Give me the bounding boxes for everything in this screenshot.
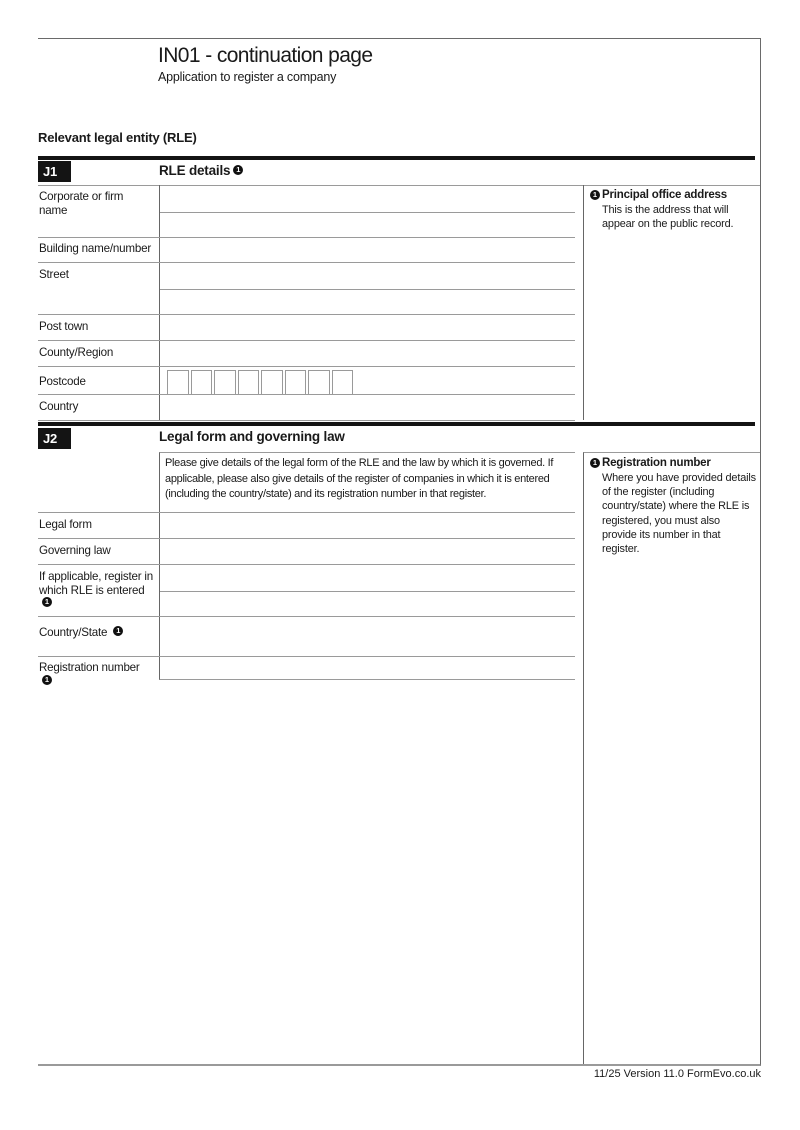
postcode-char-box[interactable] (261, 370, 283, 395)
country-state-label (38, 617, 159, 656)
street-input-line-1[interactable] (160, 263, 575, 290)
j1-section-title (159, 163, 243, 178)
j1-heading-row (38, 160, 760, 186)
postcode-char-box[interactable] (332, 370, 354, 395)
section-group-heading: Relevant legal entity (RLE) (38, 130, 197, 145)
j2-sidebar-body: Where you have provided details of the register (including country/state) where the RLE is registered, you must also provide its number in that register. (602, 472, 756, 556)
registration-number-input[interactable] (159, 657, 575, 680)
j1-sidebar-body: This is the address that will appear on the public record. (602, 204, 734, 231)
postcode-label: Postcode (39, 375, 86, 388)
postcode-char-box[interactable] (285, 370, 307, 395)
governing-law-label: Governing law (39, 544, 111, 557)
post-town-label: Post town (39, 320, 89, 333)
j2-instruction-wrap (38, 452, 575, 513)
postcode-char-box[interactable] (308, 370, 330, 395)
county-label: County/Region (39, 346, 114, 359)
register-input-line-1[interactable] (160, 565, 575, 592)
postcode-boxes (160, 370, 575, 395)
post-town-input[interactable] (159, 315, 575, 340)
postcode-char-box[interactable] (191, 370, 213, 395)
corporate-name-label: Corporate or firm name (39, 190, 124, 217)
postcode-char-box[interactable] (238, 370, 260, 395)
j2-sidebar-title (590, 457, 757, 470)
register-inputs (159, 565, 575, 616)
j1-sidebar-note (583, 185, 760, 420)
section-rule-j2 (38, 422, 755, 426)
register-input-line-2[interactable] (160, 592, 575, 616)
street-label: Street (39, 268, 69, 281)
corporate-name-input-line-1[interactable] (160, 185, 575, 213)
country-state-label-text: Country/State (39, 626, 108, 639)
j1-section-badge: J1 (38, 161, 71, 182)
j1-section-title-text: RLE details (159, 162, 231, 178)
street-inputs (159, 263, 575, 314)
county-input[interactable] (159, 341, 575, 366)
info-icon: 1 (113, 626, 123, 636)
register-label (38, 565, 159, 616)
street-row (38, 263, 575, 315)
register-row (38, 565, 575, 617)
registration-number-label-text: Registration number (39, 661, 140, 674)
building-label: Building name/number (39, 242, 152, 255)
registration-number-label (38, 657, 159, 684)
form-header (158, 42, 372, 85)
info-icon: 1 (590, 190, 600, 200)
info-icon: 1 (233, 165, 243, 175)
county-row (38, 341, 575, 367)
legal-form-label: Legal form (39, 518, 92, 531)
j2-instruction-text: Please give details of the legal form of the RLE and the law by which it is governed. If applicable, please also give details of the register of companies in which it is entered (including the country/state) and its registration number in that register. (159, 452, 575, 512)
info-icon: 1 (42, 597, 52, 607)
form-sheet (38, 38, 761, 1066)
j2-field-grid (38, 513, 575, 684)
j2-section-title: Legal form and governing law (159, 429, 345, 444)
postcode-char-box[interactable] (167, 370, 189, 395)
postcode-input (159, 367, 575, 394)
country-row (38, 395, 575, 421)
j2-section-badge: J2 (38, 428, 71, 449)
j2-sidebar-note (583, 452, 760, 1064)
governing-law-input[interactable] (159, 539, 575, 564)
j2-heading-row (38, 426, 575, 450)
form-title: IN01 - continuation page (158, 44, 373, 67)
info-icon: 1 (590, 458, 600, 468)
info-icon: 1 (42, 675, 52, 685)
country-state-input[interactable] (159, 617, 575, 656)
governing-law-row (38, 539, 575, 565)
post-town-row (38, 315, 575, 341)
j1-sidebar-title (590, 189, 757, 202)
j2-sidebar-title-text: Registration number (602, 457, 711, 469)
corporate-name-input-line-2[interactable] (160, 213, 575, 237)
corporate-name-row (38, 185, 575, 238)
j1-field-grid (38, 185, 575, 421)
building-row (38, 238, 575, 263)
postcode-row (38, 367, 575, 395)
form-version-footer: 11/25 Version 11.0 FormEvo.co.uk (593, 1068, 761, 1080)
legal-form-row (38, 513, 575, 539)
registration-number-row (38, 657, 575, 684)
j1-sidebar-title-text: Principal office address (602, 189, 727, 201)
country-label: Country (39, 400, 79, 413)
country-state-row (38, 617, 575, 657)
building-input[interactable] (159, 238, 575, 262)
legal-form-input[interactable] (159, 513, 575, 538)
register-label-text: If applicable, register in which RLE is entered (39, 570, 154, 597)
postcode-char-box[interactable] (214, 370, 236, 395)
form-subtitle: Application to register a company (158, 70, 337, 84)
country-input[interactable] (159, 395, 575, 420)
street-input-line-2[interactable] (160, 290, 575, 314)
corporate-name-inputs (159, 185, 575, 237)
